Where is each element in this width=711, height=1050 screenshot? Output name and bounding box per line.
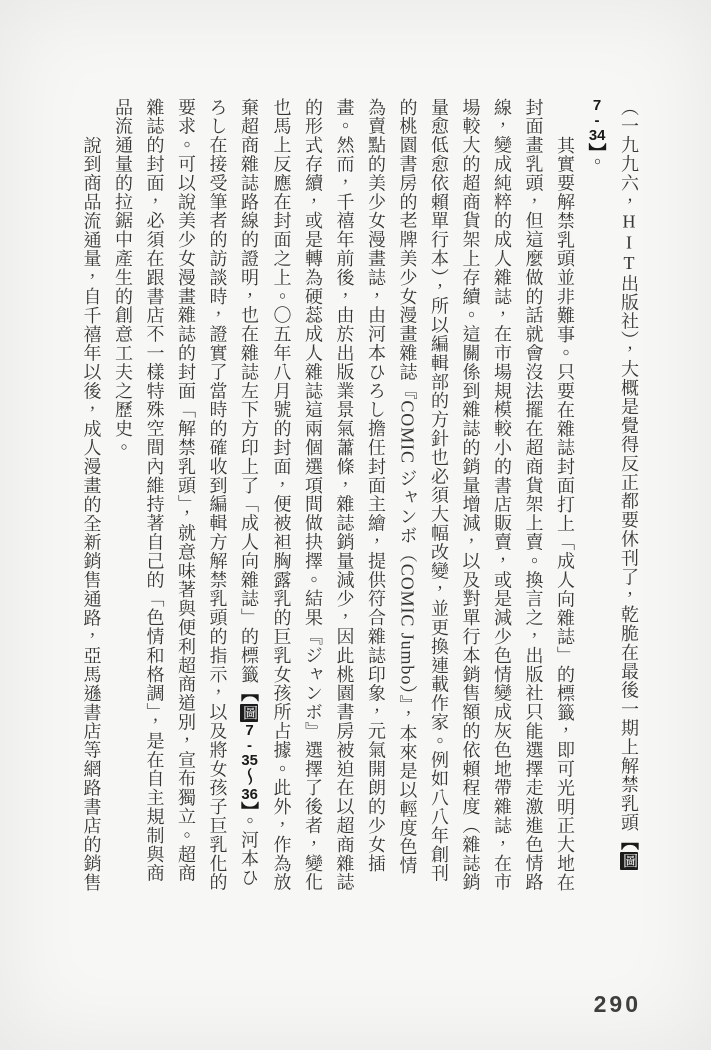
figure-bracket: 【 (239, 683, 259, 703)
figure-number: 7 (245, 722, 254, 738)
figure-bracket: 〜 (239, 767, 259, 787)
figure-bracket: 】 (239, 801, 259, 812)
body-text: 。河本ひろし在接受筆者的訪談時，證實了當時的確收到編輯方解禁乳頭的指示，以及將女孩子巨乳化的要求。可以說美少女漫畫雜誌的封面「解禁乳頭」，就意味著與便利超商道別，宣布獨立。超商雜誌的封面，必須在跟書店不一樣特殊空間內維持著自己的「色情和格調」，是在自主規制與商品流通量的拉鋸中產生的創意工夫之歷史。 (113, 98, 259, 892)
figure-number: 35 (241, 752, 258, 768)
body-text: 。 (586, 152, 607, 172)
latin-acronym: HIT (619, 211, 639, 275)
figure-number: 36 (241, 786, 258, 802)
figure-number: 34 (588, 128, 606, 143)
body-text: 出版社），大概是覺得反正都要休刊了，乾脆在最後一期上解禁乳頭 (619, 274, 639, 833)
body-text: 其實要解禁乳頭並非難事。只要在雜誌封面打上「成人向雜誌」的標籤，即可光明正大地在封面畫乳頭，但這麼做的話就會沒法擺在超商貨架上賣。換言之，出版社只能選擇走激進色情路線，變成純粹的成人雜誌，在市場規模較小的書店販賣，或是減少色情變成灰色地帶雜誌，在市場較大的超商貨架上存續。這關係到雜誌的銷量增減，以及對單行本銷售額的依賴程度（雜誌銷量愈低愈依賴單行本），所以編輯部的方針也必須大幅改變，並更換連載作家。例如八八年創刊的桃園書房的老牌美少女漫畫雜誌『COMIC ジャンボ（COMIC Jumbo）』，本來是以輕度色情為賣點的美少女漫畫誌，由河本ひろし擔任封面主繪，提供符合雜誌印象，元氣開朗的少女插畫。然而，千禧年前後，由於出版業景氣蕭條，雜誌銷量減少，因此桃園書房被迫在以超商雜誌的形式存續，或是轉為硬蕊成人雜誌這兩個選項間做抉擇。結果『ジャンボ』選擇了後者，變化也馬上反應在封面之上。〇五年八月號的封面，便被袒胸露乳的巨乳女孩所占據。此外，作為放棄超商雜誌路線的證明，也在雜誌左下方印上了「成人向雜誌」的標籤 (239, 98, 575, 892)
figure-bracket: 【 (619, 832, 639, 852)
figure-badge: 圖 (241, 704, 257, 721)
figure-badge: 圖 (621, 853, 637, 869)
paragraph (75, 98, 107, 894)
figure-number: - (594, 113, 600, 128)
paragraph (107, 98, 581, 894)
figure-number: 7 (592, 98, 602, 113)
body-text: （一九九六， (619, 98, 639, 212)
body-text: 說到商品流通量，自千禧年以後，成人漫畫的全新銷售通路，亞馬遜書店等網路書店的銷售 (81, 136, 102, 892)
text-block (75, 98, 644, 894)
page-number: 290 (593, 991, 641, 1017)
figure-number: - (247, 737, 252, 753)
paragraph (580, 98, 644, 894)
figure-bracket: 】 (586, 143, 607, 153)
